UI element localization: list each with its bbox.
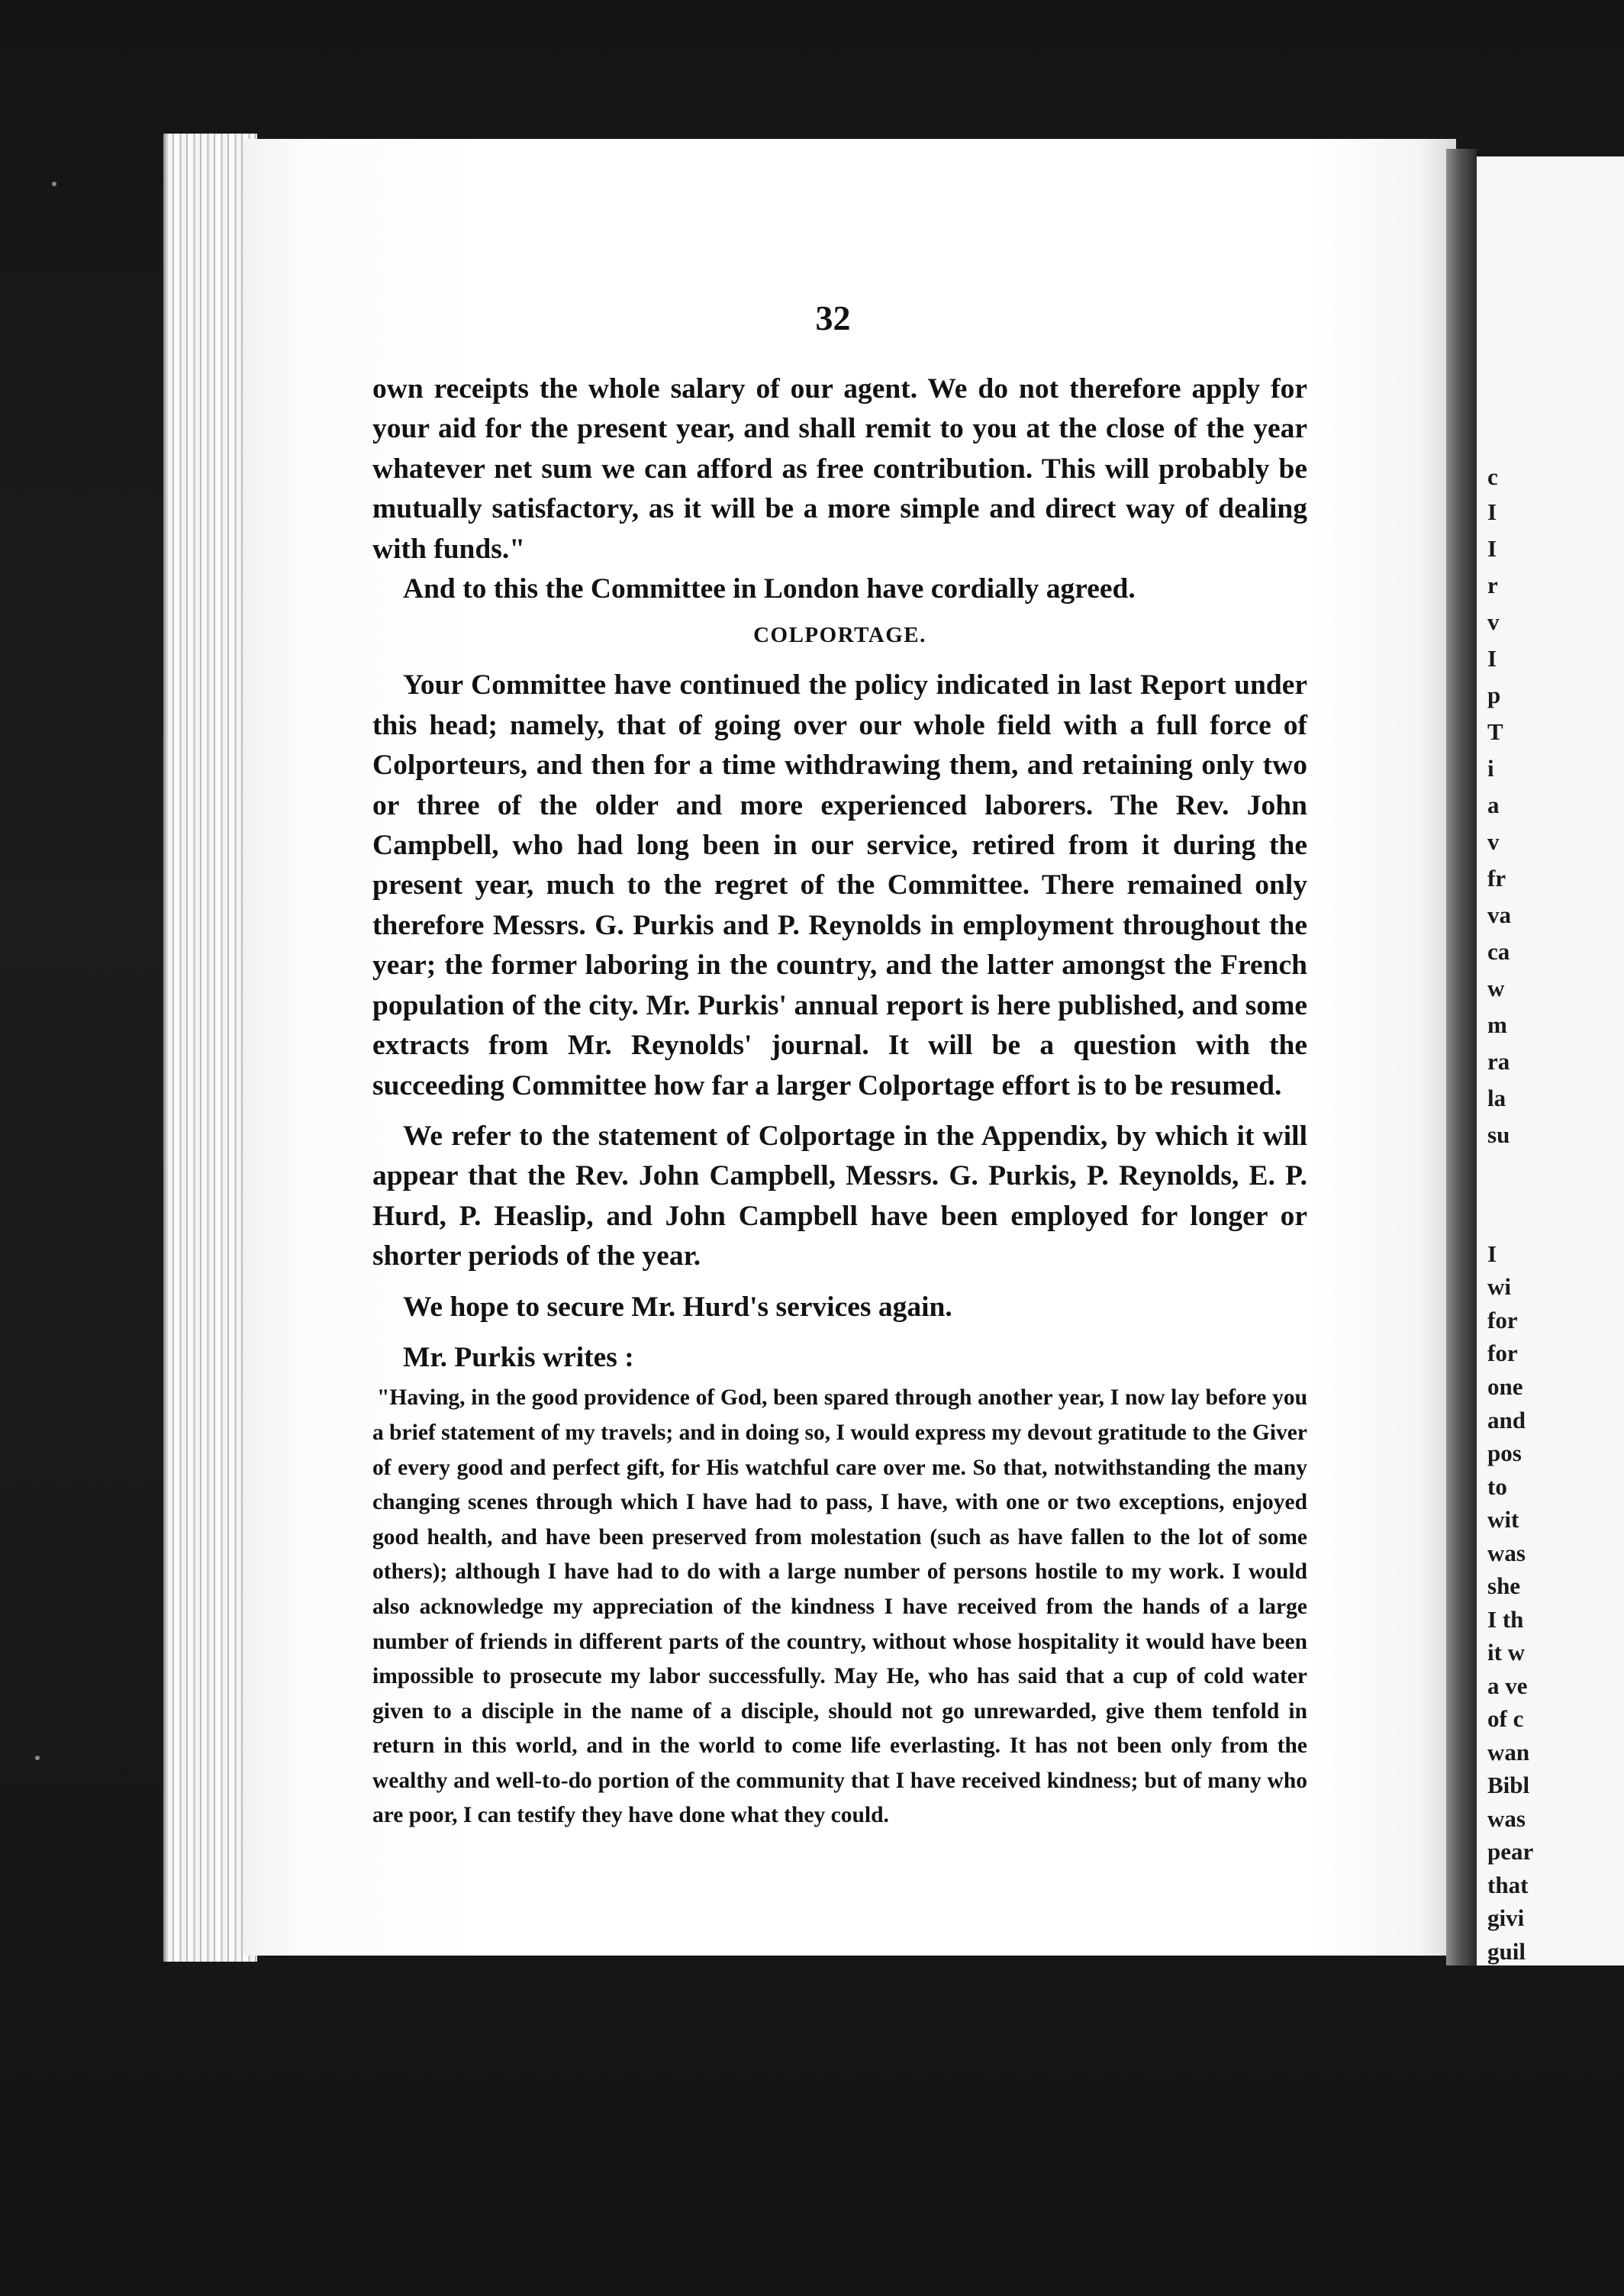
dust-speck (52, 182, 56, 186)
adjacent-fragment: I (1487, 535, 1497, 562)
section-heading: COLPORTAGE. (753, 623, 926, 648)
page-text (372, 369, 1307, 1833)
adjacent-fragment: one (1487, 1373, 1523, 1400)
adjacent-fragment: I th (1487, 1606, 1524, 1633)
adjacent-fragment: a (1487, 792, 1500, 818)
adjacent-fragment: p (1487, 682, 1501, 708)
adjacent-fragment: su (1487, 1121, 1510, 1148)
book-gutter (1446, 149, 1477, 1965)
adjacent-fragment: r (1487, 572, 1498, 598)
adjacent-fragment: to (1487, 1473, 1507, 1500)
adjacent-fragment: I (1487, 645, 1497, 672)
adjacent-page (1477, 156, 1624, 1965)
adjacent-fragment: wi (1487, 1273, 1511, 1300)
adjacent-fragment: it w (1487, 1639, 1526, 1666)
adjacent-fragment: fr (1487, 865, 1506, 892)
paragraph: own receipts the whole salary of our agent. We do not therefore apply for your aid for the present year, and shall remit to you at the close of the year whatever net sum we can afford as free contribution. This will probably be mutually satisfactory, as it will be a more simple and direct way of dealing with funds." (372, 373, 1307, 565)
adjacent-fragment: pos (1487, 1440, 1522, 1466)
adjacent-fragment: for (1487, 1340, 1518, 1366)
adjacent-fragment: wan (1487, 1739, 1530, 1766)
paragraph: Mr. Purkis writes : (403, 1341, 634, 1373)
adjacent-fragment: of c (1487, 1705, 1524, 1732)
paragraph: And to this the Committee in London have cordially agreed. (403, 573, 1136, 605)
adjacent-fragment: T (1487, 718, 1503, 745)
paragraph: We hope to secure Mr. Hurd's services again. (403, 1291, 952, 1323)
adjacent-fragment: v (1487, 828, 1500, 855)
adjacent-fragment: ca (1487, 938, 1510, 965)
adjacent-fragment: va (1487, 901, 1511, 928)
adjacent-fragment: for (1487, 1307, 1518, 1333)
adjacent-fragment: I (1487, 1240, 1497, 1267)
adjacent-fragment: la (1487, 1085, 1506, 1111)
adjacent-fragment: m (1487, 1011, 1507, 1038)
adjacent-fragment: I (1487, 498, 1497, 525)
adjacent-fragment: wit (1487, 1506, 1519, 1533)
adjacent-fragment: was (1487, 1805, 1526, 1832)
adjacent-fragment: w (1487, 975, 1505, 1001)
dust-speck (35, 1756, 40, 1760)
adjacent-fragment: v (1487, 608, 1500, 635)
adjacent-fragment: i (1487, 755, 1494, 782)
adjacent-fragment: c (1487, 463, 1498, 490)
adjacent-fragment: Bibl (1487, 1772, 1530, 1798)
adjacent-fragment: pear (1487, 1838, 1534, 1865)
paragraph: We refer to the statement of Colportage in the Appendix, by which it will appear that the Rev. John Campbell, Messrs. G. Purkis, P. Reynolds, E. P. Hurd, P. Heaslip, and John Campbell have been employed for longer or shorter periods of the year. (372, 1120, 1307, 1272)
adjacent-fragment: that (1487, 1872, 1529, 1898)
quoted-letter: "Having, in the good providence of God, been spared through another year, I now lay before you a brief statement of my travels; and in doing so, I would express my devout gratitude to the Giver of every good and perfect gift, for His watchful care over me. So that, notwithstanding the many changing scenes through which I have had to pass, I have, with one or two exceptions, enjoyed good health, and have been preserved from molestation (such as have fallen to the lot of some others); although I have had to do with a large number of persons hostile to my work. I would also acknowledge my appreciation of the kindness I have received from the hands of a large number of friends in different parts of the country, without whose hospitality it would have been impossible to prosecute my labor successfully. May He, who has said that a cup of cold water given to a disciple in the name of a disciple, should not go unrewarded, give them tenfold in return in this world, and in the world to come life everlasting. It has not been only from the wealthy and well-to-do portion of the community that I have received kindness; but of many who are poor, I can testify they have done what they could. (372, 1385, 1307, 1828)
adjacent-fragment: givi (1487, 1904, 1525, 1931)
adjacent-fragment: she (1487, 1572, 1521, 1599)
adjacent-fragment: and (1487, 1407, 1526, 1433)
adjacent-fragment: ra (1487, 1048, 1510, 1075)
adjacent-fragment: guil (1487, 1938, 1526, 1965)
adjacent-fragment: a ve (1487, 1672, 1528, 1699)
adjacent-fragment: was (1487, 1540, 1526, 1566)
page-number: 32 (815, 298, 851, 337)
paragraph: Your Committee have continued the policy indicated in last Report under this head; namely, that of going over our whole field with a full force of Colporteurs, and then for a time withdrawing them, and retaining only two or three of the older and more experienced laborers. The Rev. John Campbell, who had long been in our service, retired from it during the present year, much to the regret of the Committee. There remained only therefore Messrs. G. Purkis and P. Reynolds in employment throughout the year; the former laboring in the country, and the latter amongst the French population of the city. Mr. Purkis' annual report is here published, and some extracts from Mr. Reynolds' journal. It will be a question with the succeeding Committee how far a larger Colportage effort is to be resumed. (372, 669, 1307, 1101)
